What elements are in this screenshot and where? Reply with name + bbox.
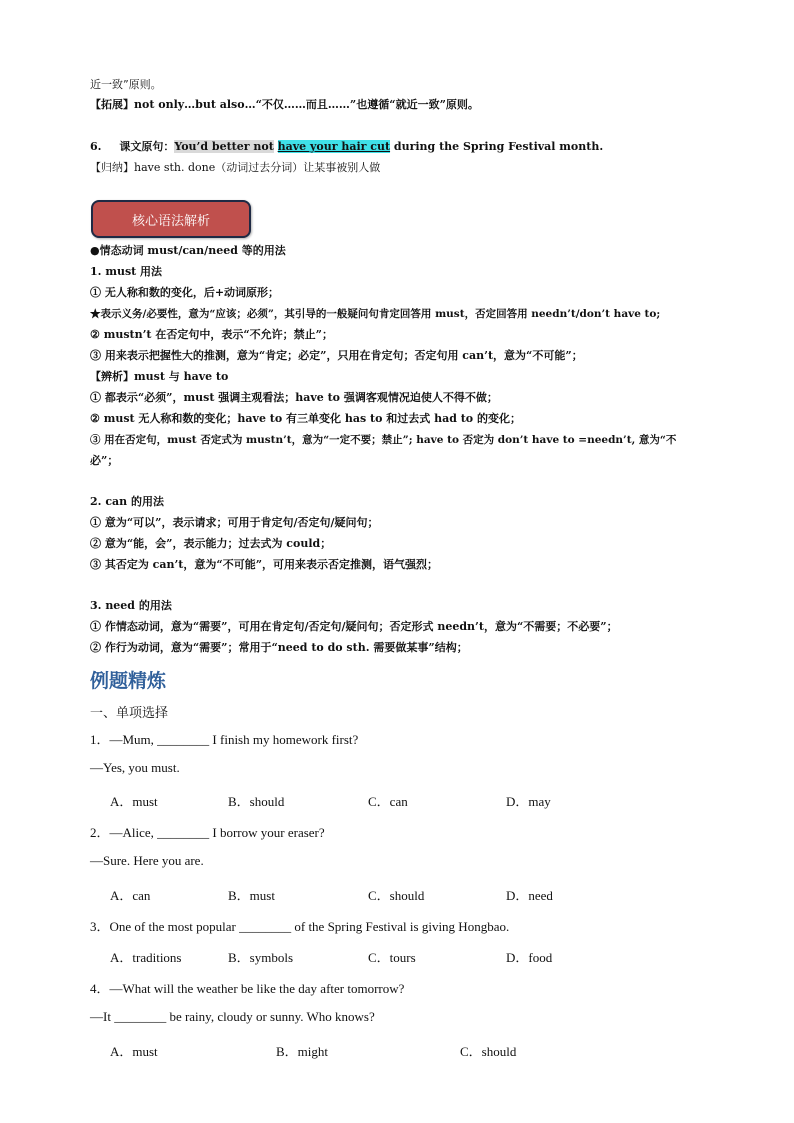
grammar-line: ① 都表示“必须”，must 强调主观看法；have to 强调客观情况迫使人不得不做； xyxy=(90,391,498,404)
grammar-line: ② 意为“能，会”，表示能力；过去式为 could； xyxy=(90,537,332,550)
option: B．symbols xyxy=(228,950,294,965)
grammar-line: ② 作行为动词，意为“需要”；常用于“need to do sth. 需要做某事”结构； xyxy=(90,641,468,654)
grammar-line: 3. need 的用法 xyxy=(90,599,172,612)
sentence-rest: during the Spring Festival month. xyxy=(390,140,604,153)
question: 1．—Mum, ________ I finish my homework first? xyxy=(90,732,359,747)
option: C．tours xyxy=(368,950,416,965)
question: 4．—What will the weather be like the day after tomorrow? xyxy=(90,981,405,996)
grammar-line: ① 作情态动词，意为“需要”，可用在肯定句/否定句/疑问句；否定形式 needn’t，意为“不需要；不必要”； xyxy=(90,620,618,633)
section-badge: 核心语法解析 xyxy=(91,200,251,238)
grammar-line: 必”； xyxy=(90,454,119,467)
option: C．can xyxy=(368,794,408,809)
answer-line: —Yes, you must. xyxy=(90,760,180,775)
summary-note: 【归纳】have sth. done（动词过去分词）让某事被别人做 xyxy=(90,161,381,174)
grammar-line: 2. can 的用法 xyxy=(90,495,164,508)
sentence-line xyxy=(90,140,603,154)
grammar-line: ③ 用来表示把握性大的推测，意为“肯定；必定”，只用在肯定句；否定句用 can’t，意为“不可能”； xyxy=(90,349,583,362)
grammar-line: ●情态动词 must/can/need 等的用法 xyxy=(90,244,286,257)
option: B．should xyxy=(228,794,285,809)
option: B．might xyxy=(276,1044,329,1059)
grammar-line: 【辨析】must 与 have to xyxy=(90,370,229,383)
grammar-line: ③ 其否定为 can’t，意为“不可能”，可用来表示否定推测，语气强烈； xyxy=(90,558,439,571)
grammar-line: ① 意为“可以”，表示请求；可用于肯定句/否定句/疑问句； xyxy=(90,516,379,529)
option: C．should xyxy=(460,1044,517,1059)
highlight-cyan: have your hair cut xyxy=(277,140,391,153)
option: A．can xyxy=(110,888,151,903)
option: D．may xyxy=(506,794,551,809)
label: 课文原句： xyxy=(119,140,175,153)
grammar-line: ② must 无人称和数的变化；have to 有三单变化 has to 和过去式 had to 的变化； xyxy=(90,412,521,425)
option: B．must xyxy=(228,888,275,903)
text-line: 近一致”原则。 xyxy=(90,78,162,91)
grammar-line: ① 无人称和数的变化，后+动词原形； xyxy=(90,286,280,299)
grammar-line: ② mustn’t 在否定句中，表示“不允许；禁止”； xyxy=(90,328,333,341)
option: A．must xyxy=(110,794,158,809)
option: D．food xyxy=(506,950,553,965)
grammar-line: 1. must 用法 xyxy=(90,265,163,278)
option: D．need xyxy=(506,888,553,903)
option: C．should xyxy=(368,888,425,903)
question: 3．One of the most popular ________ of the Spring Festival is giving Hongbao. xyxy=(90,919,510,934)
option: A．must xyxy=(110,1044,158,1059)
grammar-line: ③ 用在否定句，must 否定式为 mustn’t，意为“一定不要；禁止”; have to 否定为 don’t have to =needn’t, 意为“不 xyxy=(90,434,677,446)
answer-line: —Sure. Here you are. xyxy=(90,853,204,868)
highlight-gray: You’d better not xyxy=(174,140,274,153)
item-number: 6. xyxy=(90,140,102,153)
grammar-line: ★表示义务/必要性，意为“应该；必须”，其引导的一般疑问句肯定回答用 must，否定回答用 needn’t/don’t have to; xyxy=(90,308,661,320)
option: A．traditions xyxy=(110,950,182,965)
question: 2．—Alice, ________ I borrow your eraser? xyxy=(90,825,325,840)
section-title: 例题精炼 xyxy=(90,670,167,692)
subsection-title: 一、单项选择 xyxy=(90,706,169,721)
extension-note: 【拓展】not only…but also…“不仅……而且……”也遵循“就近一致”原则。 xyxy=(90,98,479,111)
answer-line: —It ________ be rainy, cloudy or sunny. Who knows? xyxy=(90,1009,375,1024)
